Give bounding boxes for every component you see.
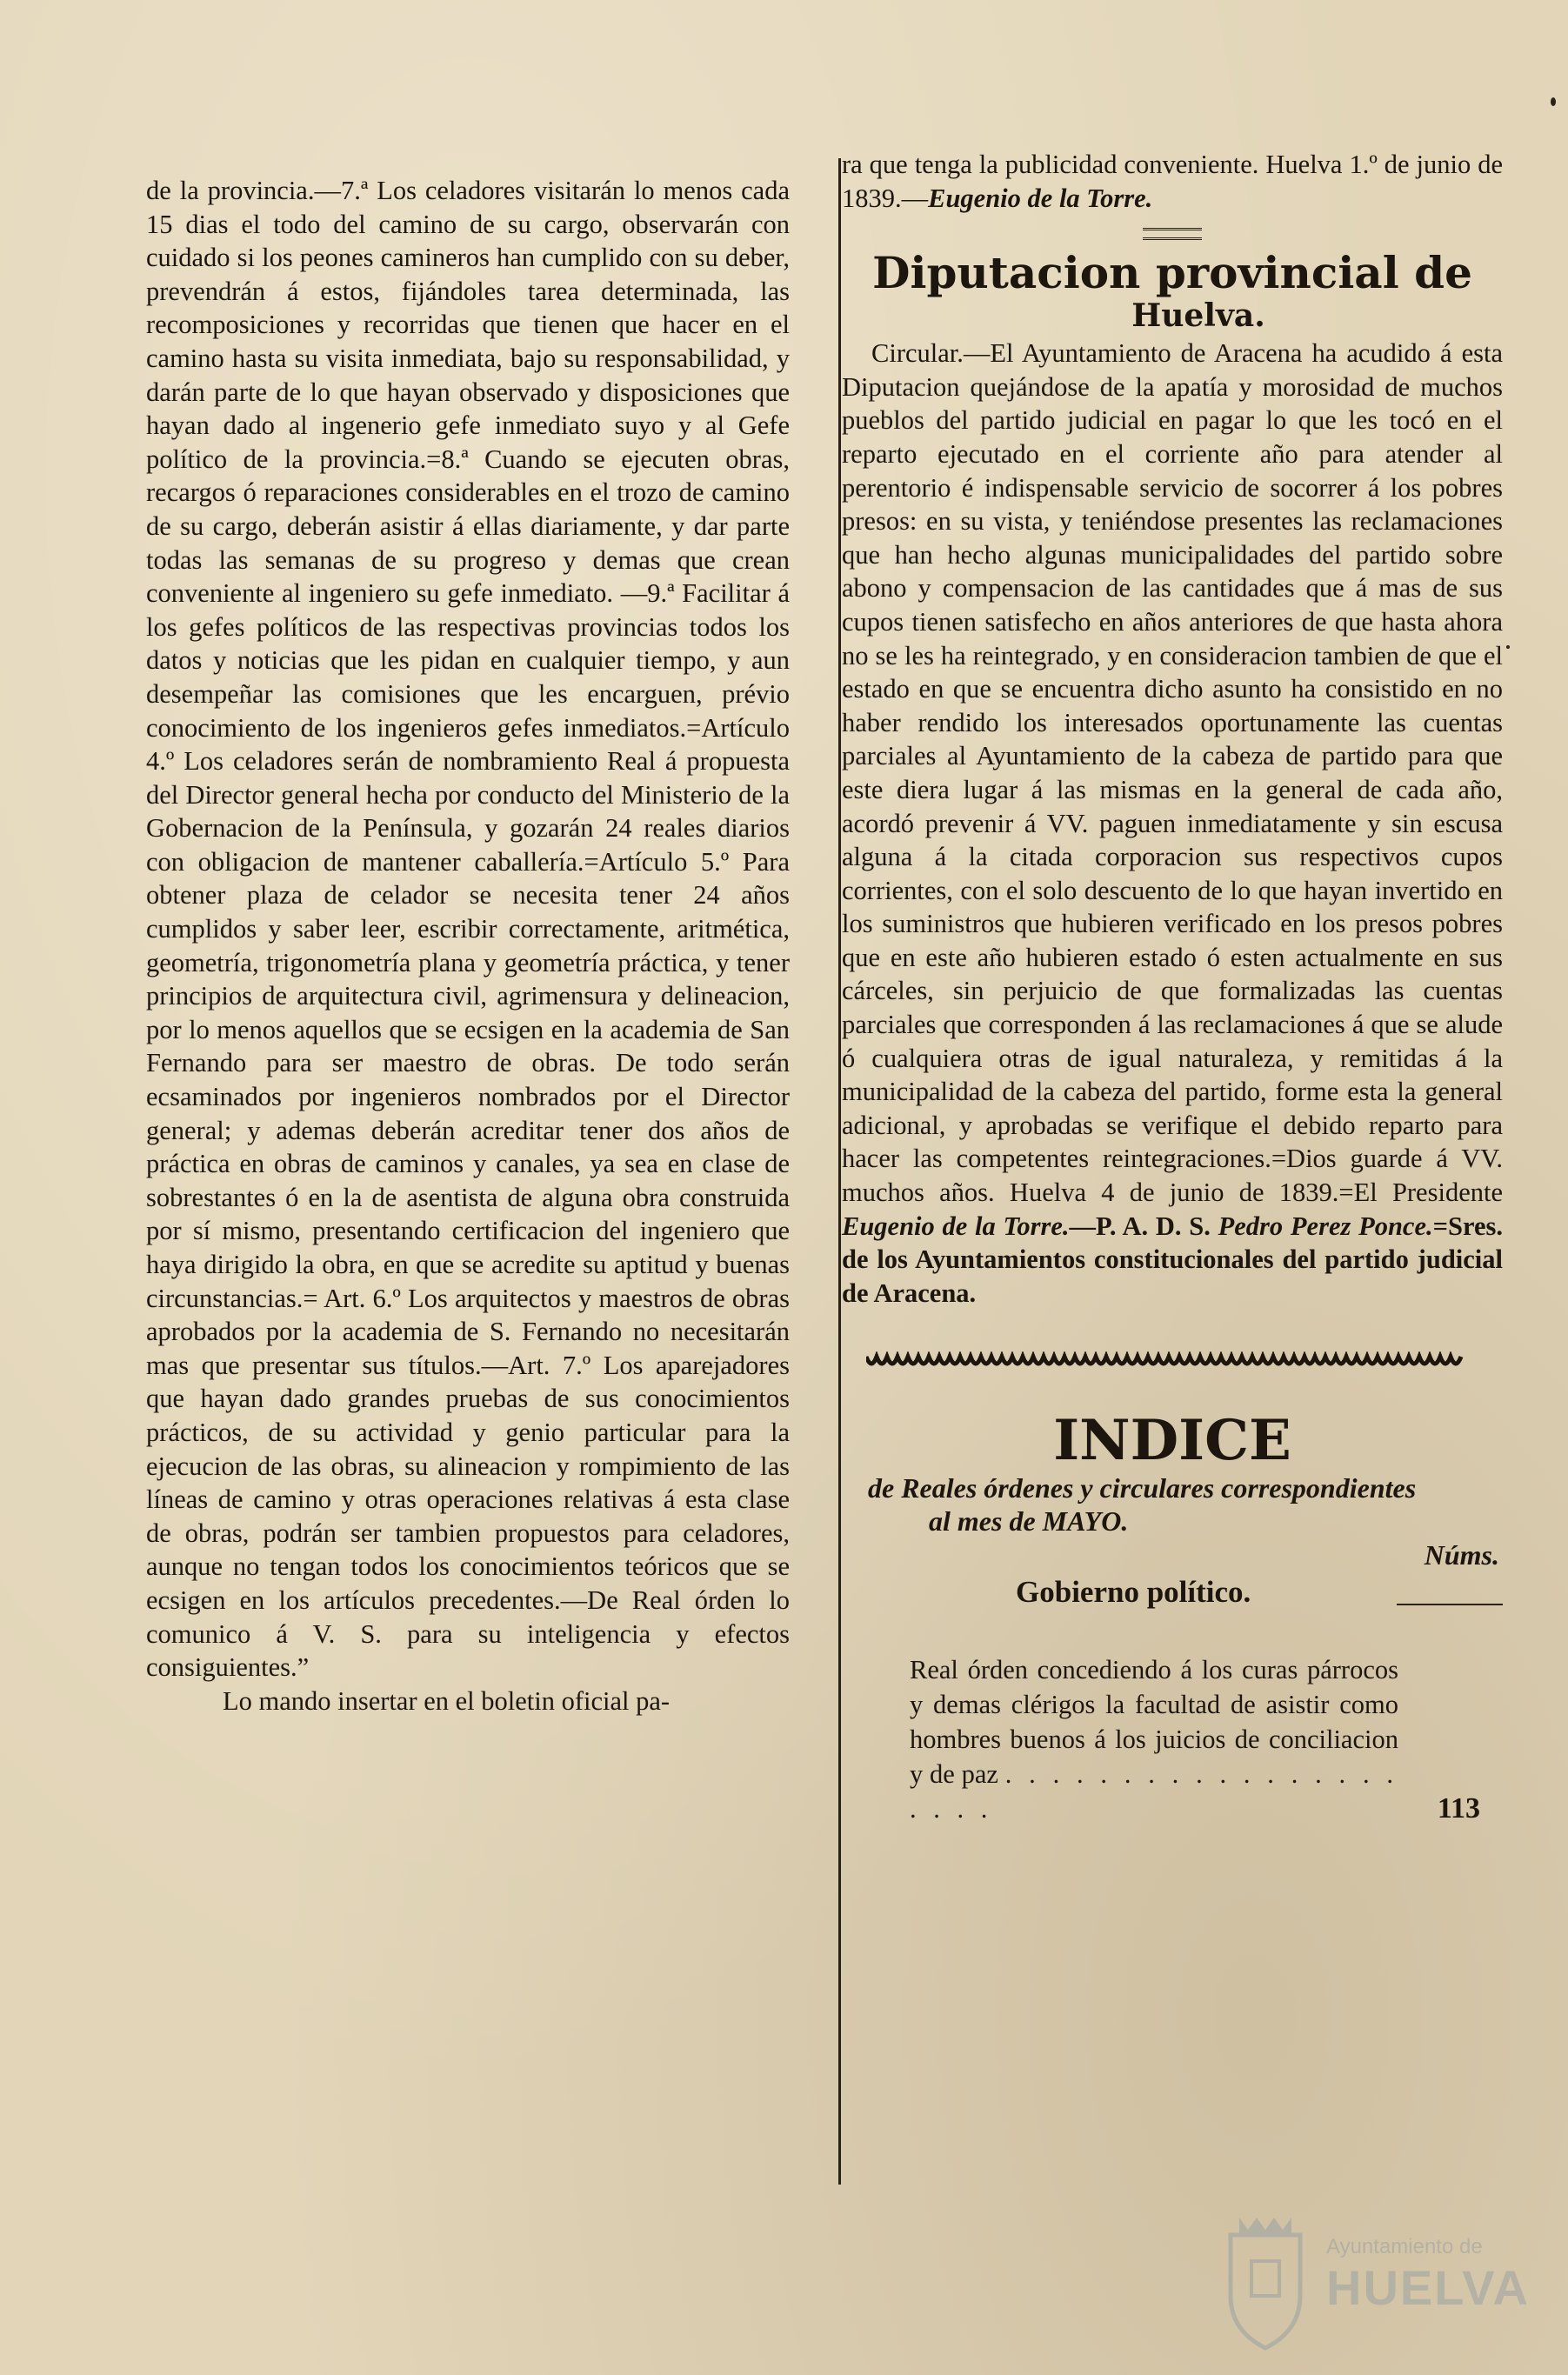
indice-subtitle (842, 1471, 1503, 1538)
closing-signature: Eugenio de la Torre. (928, 183, 1153, 213)
nums-label: Núms. (1424, 1539, 1499, 1571)
pads-name: Pedro Perez Ponce. (1218, 1211, 1433, 1241)
watermark-line2: HUELVA (1326, 2260, 1530, 2315)
indice-entry-text: Real órden concediendo á los curas párrocos y demas clérigos la facultad de asistir como hombres buenos á los juicios de conciliacion y de paz (910, 1655, 1398, 1789)
left-column-closing-text: Lo mando insertar en el boletin oficial pa- (223, 1685, 671, 1716)
indice-subtitle-line1: de Reales órdenes y circulares correspondientes (868, 1472, 1417, 1504)
closing-continuation-text: ra que tenga la publicidad conveniente. Huelva 1.º de junio de 1839.— (842, 150, 1503, 213)
print-speck (1551, 97, 1556, 106)
right-column (842, 148, 1503, 1826)
column-divider (838, 158, 841, 2185)
coat-of-arms-icon (1213, 2200, 1318, 2357)
pads-text: —P. A. D. S. (1069, 1211, 1218, 1241)
indice-entry-leaders: . . . . . . . . . . . . . . . . . . . . . (910, 1759, 1399, 1824)
archive-watermark (1213, 2200, 1530, 2365)
section-header (842, 1572, 1503, 1621)
president-name: Eugenio de la Torre. (842, 1211, 1070, 1241)
watermark-line1: Ayuntamiento de (1326, 2235, 1483, 2258)
circular-body (842, 337, 1503, 1310)
circular-closing: =Sres. de los Ayuntamientos constitucionales del partido judicial de Aracena. (842, 1211, 1504, 1308)
ornamental-wavy-rule (866, 1351, 1468, 1374)
diputacion-subheading: Huelva. (1131, 297, 1265, 335)
indice-subtitle-line2: al mes de MAYO. (929, 1505, 1129, 1537)
print-speck (1506, 645, 1510, 649)
left-column (146, 174, 790, 2261)
circular-text: Circular.—El Ayuntamiento de Aracena ha acudido á esta Diputacion quejándose de la apatía y morosidad de muchos pueblos del partido judicial en pagar lo que les tocó en el reparto ejecutado en el corriente año para atender al perentorio é indispensable servicio de socorrer á los pobres presos: en su vista, y teniéndose presentes las reclamaciones que han hecho algunas municipalidades del partido sobre abono y compensacion de las cantidades que á mas de sus cupos tienen satisfecho en años anteriores de que hasta ahora no se les ha reintegrado, y en consideracion tambien de que el estado en que se encuentra dicho asunto ha consistido en no haber rendido los interesados oportunamente las cuentas parciales al Ayuntamiento de la cabeza de partido para que este diera lugar á las mismas en la general de cada año, acordó prevenir á VV. paguen inmediatamente y sin escusa alguna á la citada corporacion sus respectivos cupos corrientes, con el solo descuento de lo que hayan invertido en los suministros que hubieren verificado en los presos pobres que en este año hubieren estado ó esten actualmente en sus cárceles, sin perjuicio de que formalizadas las cuentas parciales que corresponden á las reclamaciones á que se alude ó cualquiera otras de igual naturaleza, y remitidas á la municipalidad de la cabeza del partido, forme esta la general adicional, y aprobadas se verifique el debido reparto para hacer las competentes reintegraciones.=Dios guarde á VV. muchos años. Huelva 4 de junio de 1839.=El Presidente (842, 338, 1503, 1208)
section-separator (842, 215, 1503, 243)
closing-continuation (842, 148, 1503, 215)
nums-rule (1397, 1604, 1503, 1605)
left-column-body-text: de la provincia.—7.ª Los celadores visitarán lo menos cada 15 dias el todo del camino de su cargo, observarán con cuidado si los peones camineros han cumplido con su deber, prevendrán á estos, fijándoles tarea determinada, las recomposiciones y recorridas que tienen que hacer en el camino hasta su visita inmediata, bajo su responsabilidad, y darán parte de lo que hayan observado y disposiciones que hayan dado al ingenerio gefe inmediato suyo y al Gefe político de la provincia.=8.ª Cuando se ejecuten obras, recargos ó reparaciones considerables en el trozo de camino de su cargo, deberán asistir á ellas diariamente, y dar parte todas las semanas de su progreso y demas que crean conveniente al ingeniero su gefe inmediato. —9.ª Facilitar á los gefes políticos de las respectivas provincias todos los datos y noticias que les pidan en cualquier tiempo, y aun desempeñar las comisiones que les encarguen, prévio conocimiento de los ingenieros gefes inmediatos.=Artículo 4.º Los celadores serán de nombramiento Real á propuesta del Director general hecha por conducto del Ministerio de la Gobernacion de la Península, y gozarán 24 reales diarios con obligacion de mantener caballería.=Artículo 5.º Para obtener plaza de celador se necesita tener 24 años cumplidos y saber leer, escribir correctamente, aritmética, geometría, trigonometría plana y geometría práctica, y tener principios de arquitectura civil, agrimensura y delineacion, por lo menos aquellos que se ecsigen en la academia de San Fernando para ser maestro de obras. De todo serán ecsaminados por ingenieros nombrados por el Director general; y ademas deberán acreditar tener dos años de práctica en obras de caminos y canales, ya sea en clase de sobrestantes ó en la de asentista de alguna obra construida por sí mismo, presentando certificacion del ingeniero que haya dirigido la obra, en que se acredite su aptitud y buenas circunstancias.= Art. 6.º Los arquitectos y maestros de obras aprobados por la academia de S. Fernando no necesitarán mas que presentar sus títulos.—Art. 7.º Los aparejadores que hayan dado grandes pruebas de sus conocimientos prácticos, de su actividad y genio particular para la ejecucion de las obras, su alineacion y rompimiento de las líneas de camino y otras operaciones relativas á esta clase de obras, podrán ser tambien propuestos para celadores, aunque no tengan todos los conocimientos teóricos que se ecsigen en los artículos precedentes.—De Real órden lo comunico á V. S. para su inteligencia y efectos consiguientes.” (146, 176, 790, 1683)
indice-entry (842, 1652, 1503, 1826)
section-title: Gobierno político. (1016, 1575, 1251, 1609)
indice-entry-number: 113 (1437, 1792, 1480, 1825)
indice-title: INDICE (1053, 1408, 1291, 1473)
diputacion-heading: Diputacion provincial de (872, 247, 1472, 299)
